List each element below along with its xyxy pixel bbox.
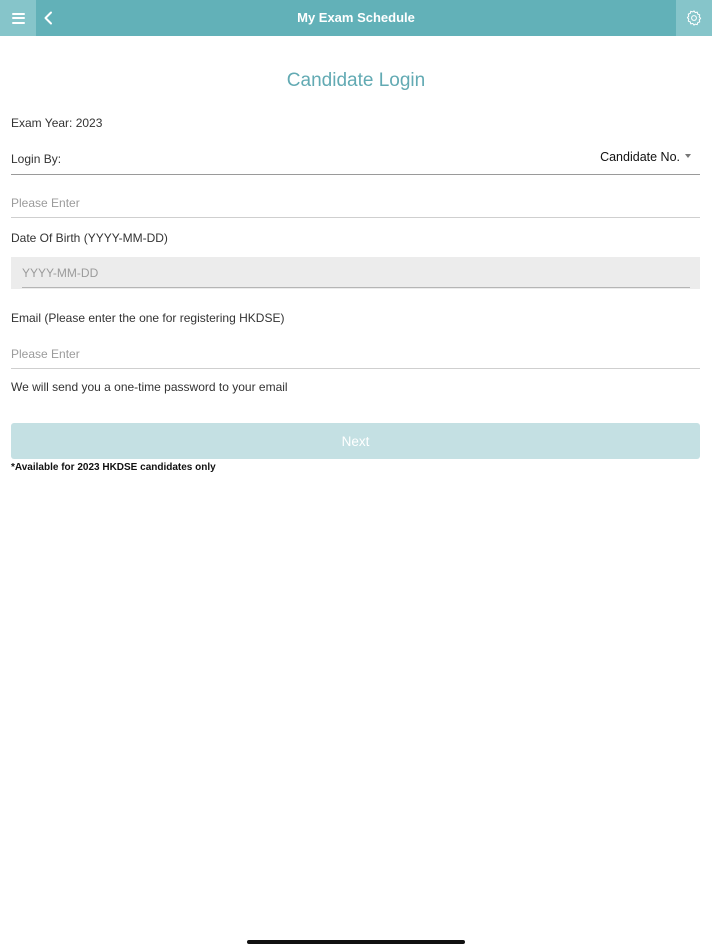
settings-button[interactable] xyxy=(676,0,712,36)
divider xyxy=(11,368,700,369)
hamburger-menu-icon xyxy=(12,13,25,24)
divider xyxy=(11,217,700,218)
gear-icon xyxy=(685,9,703,27)
caret-down-icon xyxy=(685,154,691,158)
candidate-number-input[interactable] xyxy=(11,191,700,215)
divider xyxy=(11,174,700,175)
dob-input[interactable] xyxy=(22,261,690,285)
back-button[interactable] xyxy=(36,0,60,36)
login-by-dropdown[interactable] xyxy=(600,150,691,164)
otp-info-text: We will send you a one-time password to your email xyxy=(11,380,288,394)
home-indicator xyxy=(247,940,465,944)
email-label: Email (Please enter the one for registering HKDSE) xyxy=(11,311,285,325)
login-by-value: Candidate No. xyxy=(600,150,680,164)
login-by-label: Login By: xyxy=(11,152,62,166)
availability-note: *Available for 2023 HKDSE candidates only xyxy=(11,462,216,473)
top-bar xyxy=(0,0,712,36)
page-title: My Exam Schedule xyxy=(297,10,415,25)
next-button[interactable]: Next xyxy=(11,423,700,459)
chevron-left-icon xyxy=(43,11,53,25)
exam-year-label: Exam Year: 2023 xyxy=(11,116,103,130)
divider xyxy=(22,287,690,288)
form-heading: Candidate Login xyxy=(286,70,426,91)
menu-button[interactable] xyxy=(0,0,36,36)
email-input[interactable] xyxy=(11,342,700,366)
dob-field[interactable] xyxy=(11,257,700,289)
dob-label: Date Of Birth (YYYY-MM-DD) xyxy=(11,231,168,245)
